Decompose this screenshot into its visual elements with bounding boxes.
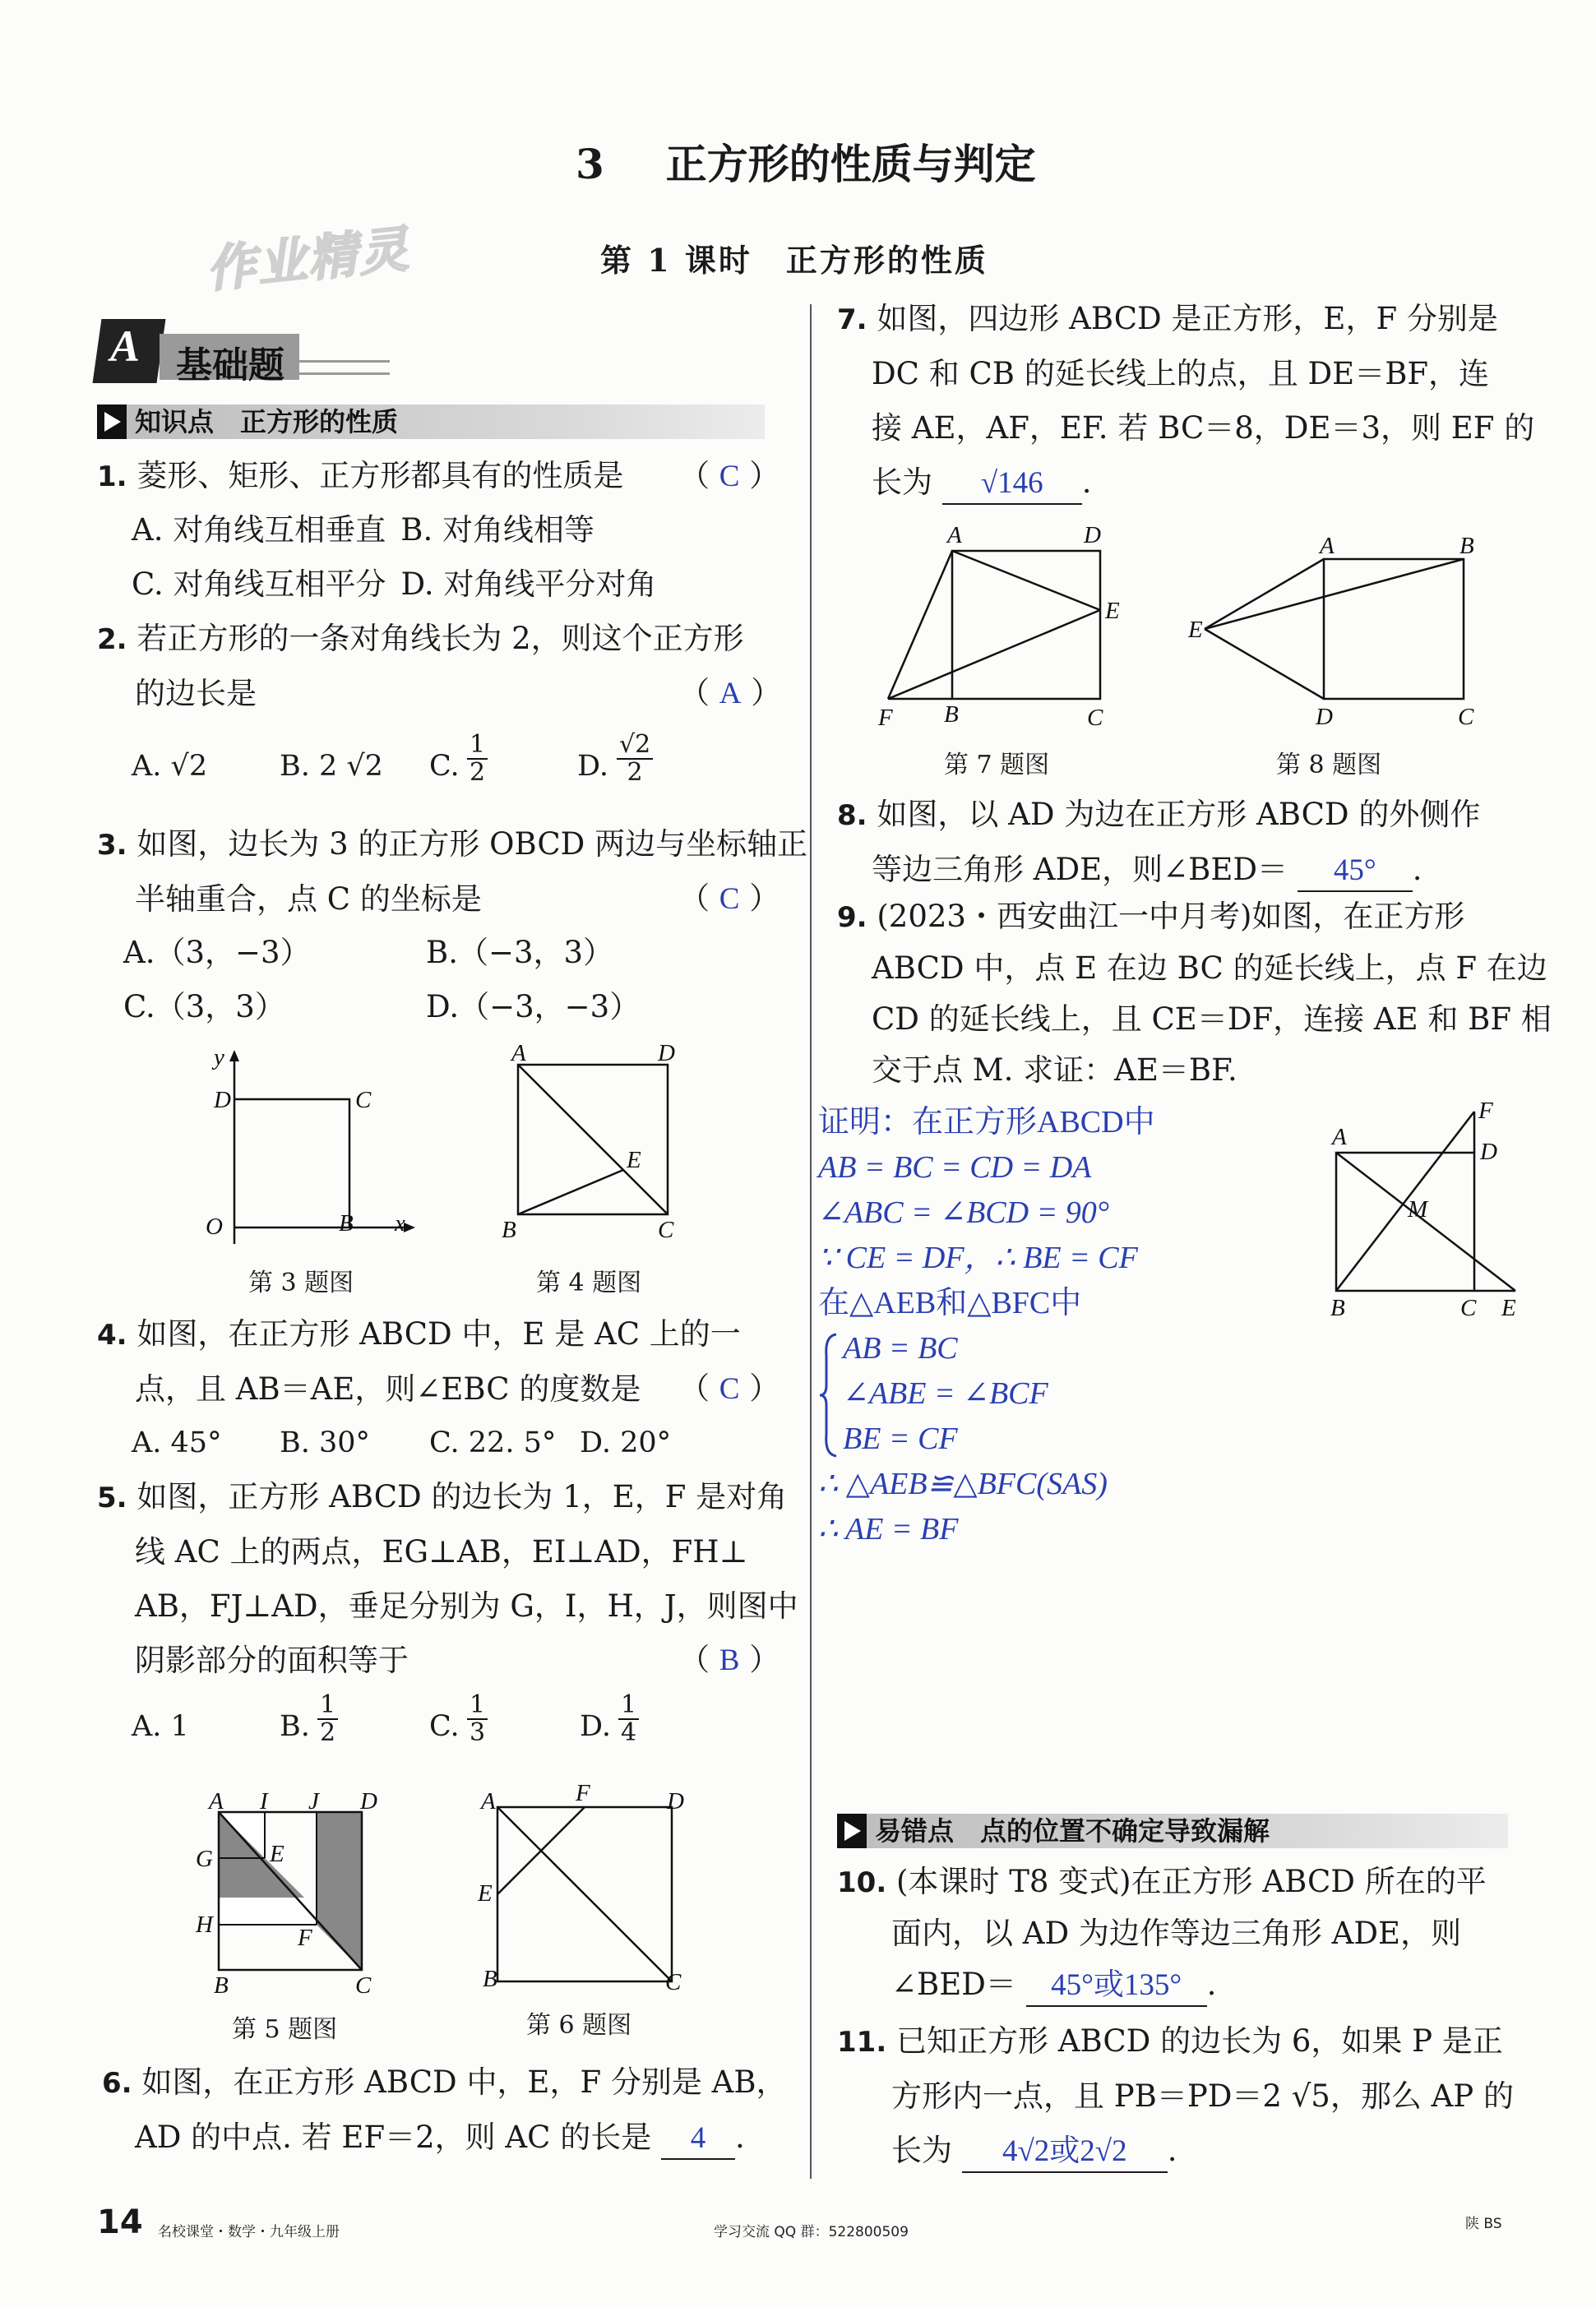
question-2: 2. 若正方形的一条对角线长为 2，则这个正方形 的边长是 xyxy=(97,621,744,711)
fig5-label-H: H xyxy=(196,1912,213,1938)
caption-3: 第 3 题图 xyxy=(248,1269,354,1297)
fig5-label-F: F xyxy=(298,1925,312,1951)
proof-line-8: BE = CF xyxy=(843,1422,958,1456)
fig4-label-A: A xyxy=(511,1040,526,1066)
q1-options-row2: C. 对角线互相平分 D. 对角线平分对角 xyxy=(132,566,657,602)
badge-letter: A xyxy=(110,321,141,371)
watermark-text: 作业精灵 xyxy=(203,220,413,299)
q11-answer-blank: 4√2或2√2 xyxy=(962,2132,1168,2173)
question-9: 9. (2023・西安曲江一中月考)如图，在正方形 ABCD 中，点 E 在边 BC 的延长线上，点 F 在边 CD 的延长线上，且 CE＝DF，连接 AE 和 BF 相 交于点 M. 求证：AE＝BF. xyxy=(837,899,1552,1088)
fig9-label-B: B xyxy=(1330,1295,1345,1321)
figure-8 xyxy=(1180,530,1492,736)
badge-label: 基础题 xyxy=(176,344,285,386)
fig3-label-C: C xyxy=(355,1087,372,1113)
answer-bracket-2: （ A ） xyxy=(679,675,782,710)
fig6-label-B: B xyxy=(483,1966,497,1992)
figure-9 xyxy=(1316,1093,1538,1324)
q3-options-row2: C.（3，3） xyxy=(123,989,285,1024)
question-1: 1. 菱形、矩形、正方形都具有的性质是 xyxy=(97,458,624,493)
fig9-label-D: D xyxy=(1480,1139,1497,1165)
fig5-label-G: G xyxy=(196,1846,213,1872)
caption-6: 第 6 题图 xyxy=(526,2011,632,2040)
q6-answer-blank: 4 xyxy=(661,2119,735,2160)
caption-8: 第 8 题图 xyxy=(1276,751,1382,779)
proof-line-4: ∵ CE = DF，∴ BE = CF xyxy=(818,1241,1138,1275)
title-text: 正方形的性质与判定 xyxy=(665,140,1036,188)
title-number: 3 xyxy=(576,140,604,188)
q10-answer-blank: 45°或135° xyxy=(1026,1966,1207,2007)
proof-block xyxy=(818,1100,1155,1552)
fig3-label-B: B xyxy=(339,1210,354,1237)
caption-4: 第 4 题图 xyxy=(536,1269,642,1297)
proof-line-7: ∠ABE = ∠BCF xyxy=(843,1376,1048,1411)
answer-bracket-5: （ B ） xyxy=(679,1642,780,1677)
page-title xyxy=(576,132,1036,191)
section-error: 易错点 点的位置不确定导致漏解 xyxy=(837,1814,1508,1848)
fig6-label-D: D xyxy=(667,1788,684,1815)
question-6: 6. 如图，在正方形 ABCD 中，E，F 分别是 AB， AD 的中点. 若 EF＝2，则 AC 的长是 4 . xyxy=(102,2055,787,2165)
fig8-label-A: A xyxy=(1320,533,1335,559)
fig4-label-C: C xyxy=(658,1217,674,1243)
q5-options: A. 1 B. $\frac{1}{2}$ C. $\frac{1}{3}$ D. $\frac{1}{4}$ xyxy=(132,1692,707,1766)
fig5-label-D: D xyxy=(360,1788,377,1815)
fig6-label-E: E xyxy=(478,1880,493,1907)
question-7: 7. 如图，四边形 ABCD 是正方形，E，F 分别是 DC 和 CB 的延长线上的点，且 DE＝BF，连 接 AE，AF，EF. 若 BC＝8，DE＝3，则 EF 的 长为 √146 . xyxy=(837,292,1534,510)
question-11: 11. 已知正方形 ABCD 的边长为 6，如果 P 是正 方形内一点，且 PB＝PD＝2 √5，那么 AP 的 长为 4√2或2√2 . xyxy=(837,2014,1514,2178)
q7-answer-blank: √146 xyxy=(942,464,1082,505)
q3-options-row1b: B.（−3，3） xyxy=(426,935,614,970)
figure-5 xyxy=(189,1784,395,1998)
q1-options-row1: A. 对角线互相垂直 B. 对角线相等 xyxy=(132,512,594,548)
fig7-label-E: E xyxy=(1105,598,1120,624)
fig7-label-B: B xyxy=(944,701,959,728)
book-title: 名校课堂・数学・九年级上册 xyxy=(158,2224,340,2240)
fig5-label-J: J xyxy=(308,1788,319,1815)
column-divider xyxy=(810,304,812,2179)
level-badge xyxy=(97,319,377,385)
lesson-subtitle: 第 1 课时 正方形的性质 xyxy=(600,242,988,279)
fig7-label-C: C xyxy=(1087,705,1103,731)
answer-bracket-3: （ C ） xyxy=(679,881,780,916)
badge-stripes xyxy=(299,360,390,375)
edition-mark: 陕 BS xyxy=(1465,2216,1502,2232)
fig6-label-C: C xyxy=(665,1969,682,1995)
fig3-label-D: D xyxy=(214,1087,231,1113)
question-3: 3. 如图，边长为 3 的正方形 OBCD 两边与坐标轴正 半轴重合，点 C 的坐标是 xyxy=(97,826,808,917)
fig8-label-E: E xyxy=(1188,617,1203,643)
q3-options-row2b: D.（−3，−3） xyxy=(426,989,641,1024)
question-4: 4. 如图，在正方形 ABCD 中，E 是 AC 上的一 点，且 AB＝AE，则∠EBC 的度数是 xyxy=(97,1316,741,1407)
fig3-label-x: x xyxy=(395,1210,405,1237)
play-icon xyxy=(97,405,127,439)
fig8-label-C: C xyxy=(1458,704,1474,730)
qq-group: 学习交流 QQ 群：522800509 xyxy=(714,2224,909,2240)
fig9-label-C: C xyxy=(1460,1295,1477,1321)
question-8: 8. 如图，以 AD 为边在正方形 ABCD 的外侧作 等边三角形 ADE，则∠BED＝ 45° . xyxy=(837,788,1480,897)
figure-3 xyxy=(197,1040,428,1254)
watermark-logo xyxy=(202,210,413,301)
proof-line-2: AB = BC = CD = DA xyxy=(818,1150,1092,1185)
fig5-label-C: C xyxy=(355,1972,372,1998)
q8-answer-blank: 45° xyxy=(1298,851,1413,892)
fig7-label-A: A xyxy=(947,522,962,548)
figure-7 xyxy=(872,518,1135,732)
proof-line-9: ∴ △AEB≌△BFC(SAS) xyxy=(818,1467,1108,1501)
page-number: 14 xyxy=(97,2203,143,2241)
fig9-label-E: E xyxy=(1501,1295,1516,1321)
fig6-label-F: F xyxy=(576,1780,590,1806)
fig5-label-A: A xyxy=(209,1788,224,1815)
q3-options-row1: A.（3，−3） xyxy=(123,935,311,970)
figure-4 xyxy=(493,1036,691,1258)
answer-bracket-4: （ C ） xyxy=(679,1371,780,1406)
fig3-label-O: O xyxy=(206,1214,223,1240)
fig4-label-D: D xyxy=(658,1040,675,1066)
fig9-label-A: A xyxy=(1332,1124,1347,1150)
proof-line-6: AB = BC xyxy=(843,1331,958,1366)
figure-6 xyxy=(473,1768,703,1998)
proof-line-3: ∠ABC = ∠BCD = 90° xyxy=(818,1195,1109,1230)
caption-7: 第 7 题图 xyxy=(944,751,1050,779)
play-icon-2 xyxy=(837,1814,867,1848)
fig7-label-F: F xyxy=(878,705,893,731)
question-10: 10. (本课时 T8 变式)在正方形 ABCD 所在的平 面内，以 AD 为边作等边三角形 ADE，则 ∠BED＝ 45°或135° . xyxy=(837,1856,1487,2010)
answer-bracket-1: （ C ） xyxy=(679,458,780,493)
fig8-label-D: D xyxy=(1316,704,1333,730)
fig4-label-B: B xyxy=(502,1217,516,1243)
fig9-label-M: M xyxy=(1408,1196,1428,1223)
fig5-label-B: B xyxy=(214,1972,229,1998)
fig4-label-E: E xyxy=(627,1147,641,1173)
fig9-label-F: F xyxy=(1478,1098,1493,1124)
proof-line-5: 在△AEB和△BFC中 xyxy=(818,1286,1082,1320)
caption-5: 第 5 题图 xyxy=(232,2015,338,2044)
brace-icon xyxy=(818,1331,840,1459)
question-5: 5. 如图，正方形 ABCD 的边长为 1，E，F 是对角 线 AC 上的两点，EG⊥AB，EI⊥AD，FH⊥ AB，FJ⊥AD，垂足分别为 G，I，H，J，则图中 阴影部分的面积等于 xyxy=(97,1479,798,1678)
fig3-label-y: y xyxy=(214,1044,224,1070)
fig8-label-B: B xyxy=(1460,533,1474,559)
section-knowledge: 知识点 正方形的性质 xyxy=(97,405,765,439)
fig7-label-D: D xyxy=(1084,522,1101,548)
proof-line-10: ∴ AE = BF xyxy=(818,1512,959,1546)
fig6-label-A: A xyxy=(481,1788,496,1815)
proof-line-1: 证明：在正方形ABCD中 xyxy=(818,1105,1155,1140)
fig5-label-E: E xyxy=(270,1841,285,1867)
q4-options: A. 45° B. 30° C. 22. 5° D. 20° xyxy=(132,1426,672,1459)
fig5-label-I: I xyxy=(260,1788,268,1815)
